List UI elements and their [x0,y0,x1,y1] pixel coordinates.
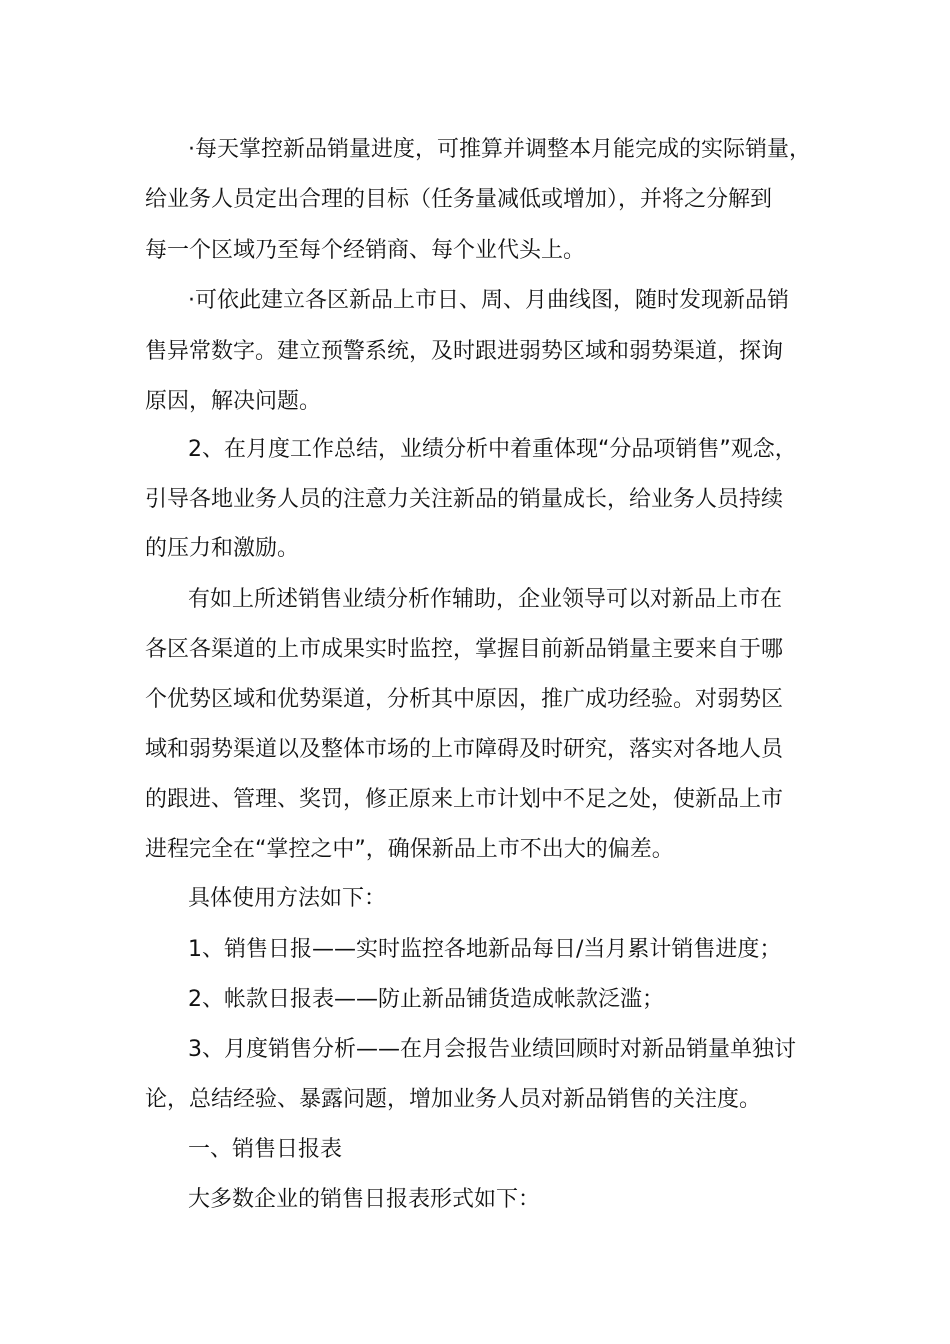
text-line: ·可依此建立各区新品上市日、周、月曲线图，随时发现新品销 [188,288,789,313]
text-line: 1、销售日报——实时监控各地新品每日/当月累计销售进度； [188,937,782,962]
text-line: 2、帐款日报表——防止新品铺货造成帐款泛滥； [188,987,664,1012]
text-line: 各区各渠道的上市成果实时监控，掌握目前新品销量主要来自于哪 [145,637,784,662]
text-line: 原因，解决问题。 [145,389,322,414]
text-line: 3、月度销售分析——在月会报告业绩回顾时对新品销量单独讨 [188,1037,796,1062]
text-line: 进程完全在“掌控之中”，确保新品上市不出大的偏差。 [145,837,674,862]
text-line: 2、在月度工作总结，业绩分析中着重体现“分品项销售”观念， [188,437,797,462]
text-line: 具体使用方法如下： [188,886,387,911]
text-line: 大多数企业的销售日报表形式如下： [188,1187,541,1212]
text-line: 一、销售日报表 [188,1137,343,1162]
text-line: 论，总结经验、暴露问题，增加业务人员对新品销售的关注度。 [145,1087,762,1112]
text-line: 的跟进、管理、奖罚，修正原来上市计划中不足之处，使新品上市 [145,787,784,812]
text-line: 引导各地业务人员的注意力关注新品的销量成长，给业务人员持续 [145,487,784,512]
text-line: 给业务人员定出合理的目标（任务量减低或增加），并将之分解到 [145,187,773,212]
text-line: 有如上所述销售业绩分析作辅助，企业领导可以对新品上市在 [188,587,783,612]
text-line: 每一个区域乃至每个经销商、每个业代头上。 [145,238,586,263]
text-line: 售异常数字。建立预警系统，及时跟进弱势区域和弱势渠道，探询 [145,339,784,364]
text-line: ·每天掌控新品销量进度，可推算并调整本月能完成的实际销量， [188,137,811,162]
text-line: 个优势区域和优势渠道，分析其中原因，推广成功经验。对弱势区 [145,687,784,712]
text-line: 域和弱势渠道以及整体市场的上市障碍及时研究，落实对各地人员 [145,737,784,762]
text-line: 的压力和激励。 [145,536,300,561]
